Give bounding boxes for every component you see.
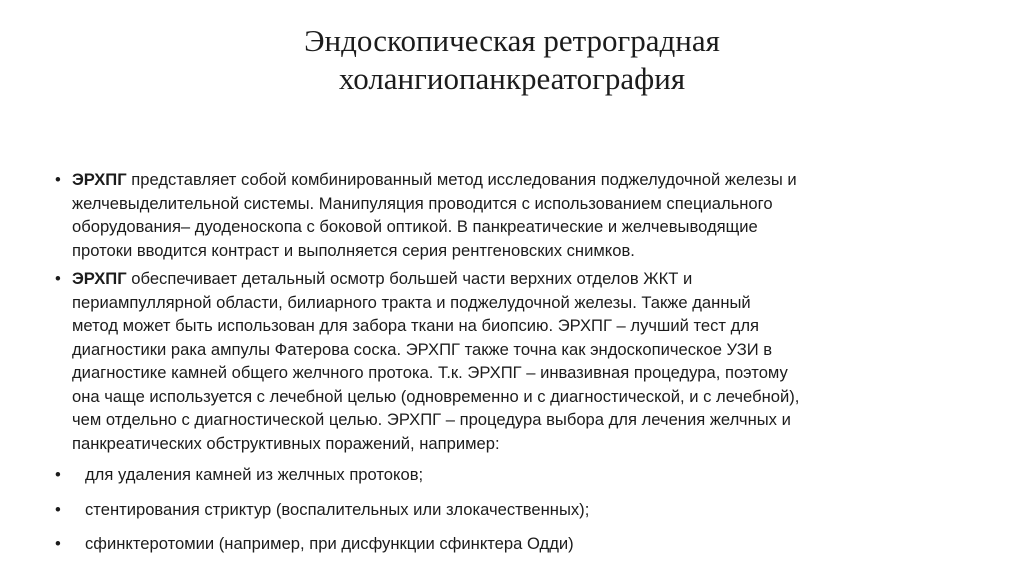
slide-title-line-2: холангиопанкреатография	[338, 61, 686, 96]
slide-body	[55, 168, 935, 567]
paragraph-text-line: она чаще используется с лечебной целью (одновременно и с диагностической, и с лечебной),	[72, 386, 800, 406]
paragraph-text-line: представляет собой комбинированный метод исследования поджелудочной железы и	[126, 170, 797, 189]
sub-list-item	[55, 463, 935, 487]
bullet-paragraph-2	[55, 267, 935, 455]
slide-title-line-1: Эндоскопическая ретроградная	[304, 23, 720, 58]
bullet-dot-icon: •	[55, 465, 61, 484]
paragraph-text-line: чем отдельно с диагностической целью. ЭРХПГ – процедура выбора для лечения желчных и	[72, 410, 791, 429]
sub-list-item	[55, 532, 935, 556]
bullet-dot-icon: •	[55, 534, 61, 553]
paragraph-text-line: периампуллярной области, билиарного тракта и поджелудочной железы. Также данный	[72, 292, 751, 312]
bullet-dot-icon: •	[55, 170, 61, 189]
sub-list-item	[55, 498, 935, 522]
paragraph-text-line: обеспечивает детальный осмотр большей части верхних отделов ЖКТ и	[126, 269, 693, 288]
paragraph-text-line: диагностике камней общего желчного протока. Т.к. ЭРХПГ – инвазивная процедура, поэтому	[72, 363, 788, 382]
term-erhpg: ЭРХПГ	[72, 170, 127, 189]
term-erhpg: ЭРХПГ	[72, 269, 127, 288]
paragraph-text-line: желчевыделительной системы. Манипуляция проводится с использованием специального	[72, 193, 773, 213]
paragraph-text-line: метод может быть использован для забора ткани на биопсию. ЭРХПГ – лучший тест для	[72, 316, 759, 335]
bullet-dot-icon: •	[55, 499, 61, 519]
paragraph-text-line: диагностики рака ампулы Фатерова соска. ЭРХПГ также точна как эндоскопическое УЗИ в	[72, 339, 773, 359]
sub-item-text: для удаления камней из желчных протоков;	[85, 465, 424, 484]
paragraph-text-line: панкреатических обструктивных поражений, например:	[72, 433, 500, 453]
paragraph-text-line: оборудования– дуоденоскопа с боковой оптикой. В панкреатические и желчевыводящие	[72, 217, 758, 236]
slide-title	[0, 22, 1024, 98]
bullet-dot-icon: •	[55, 269, 61, 288]
paragraph-text-line: протоки вводится контраст и выполняется серия рентгеновских снимков.	[72, 240, 635, 260]
sub-item-text: сфинктеротомии (например, при дисфункции сфинктера Одди)	[85, 534, 574, 553]
sub-item-text: стентирования стриктур (воспалительных или злокачественных);	[85, 499, 590, 519]
bullet-paragraph-1	[55, 168, 935, 262]
